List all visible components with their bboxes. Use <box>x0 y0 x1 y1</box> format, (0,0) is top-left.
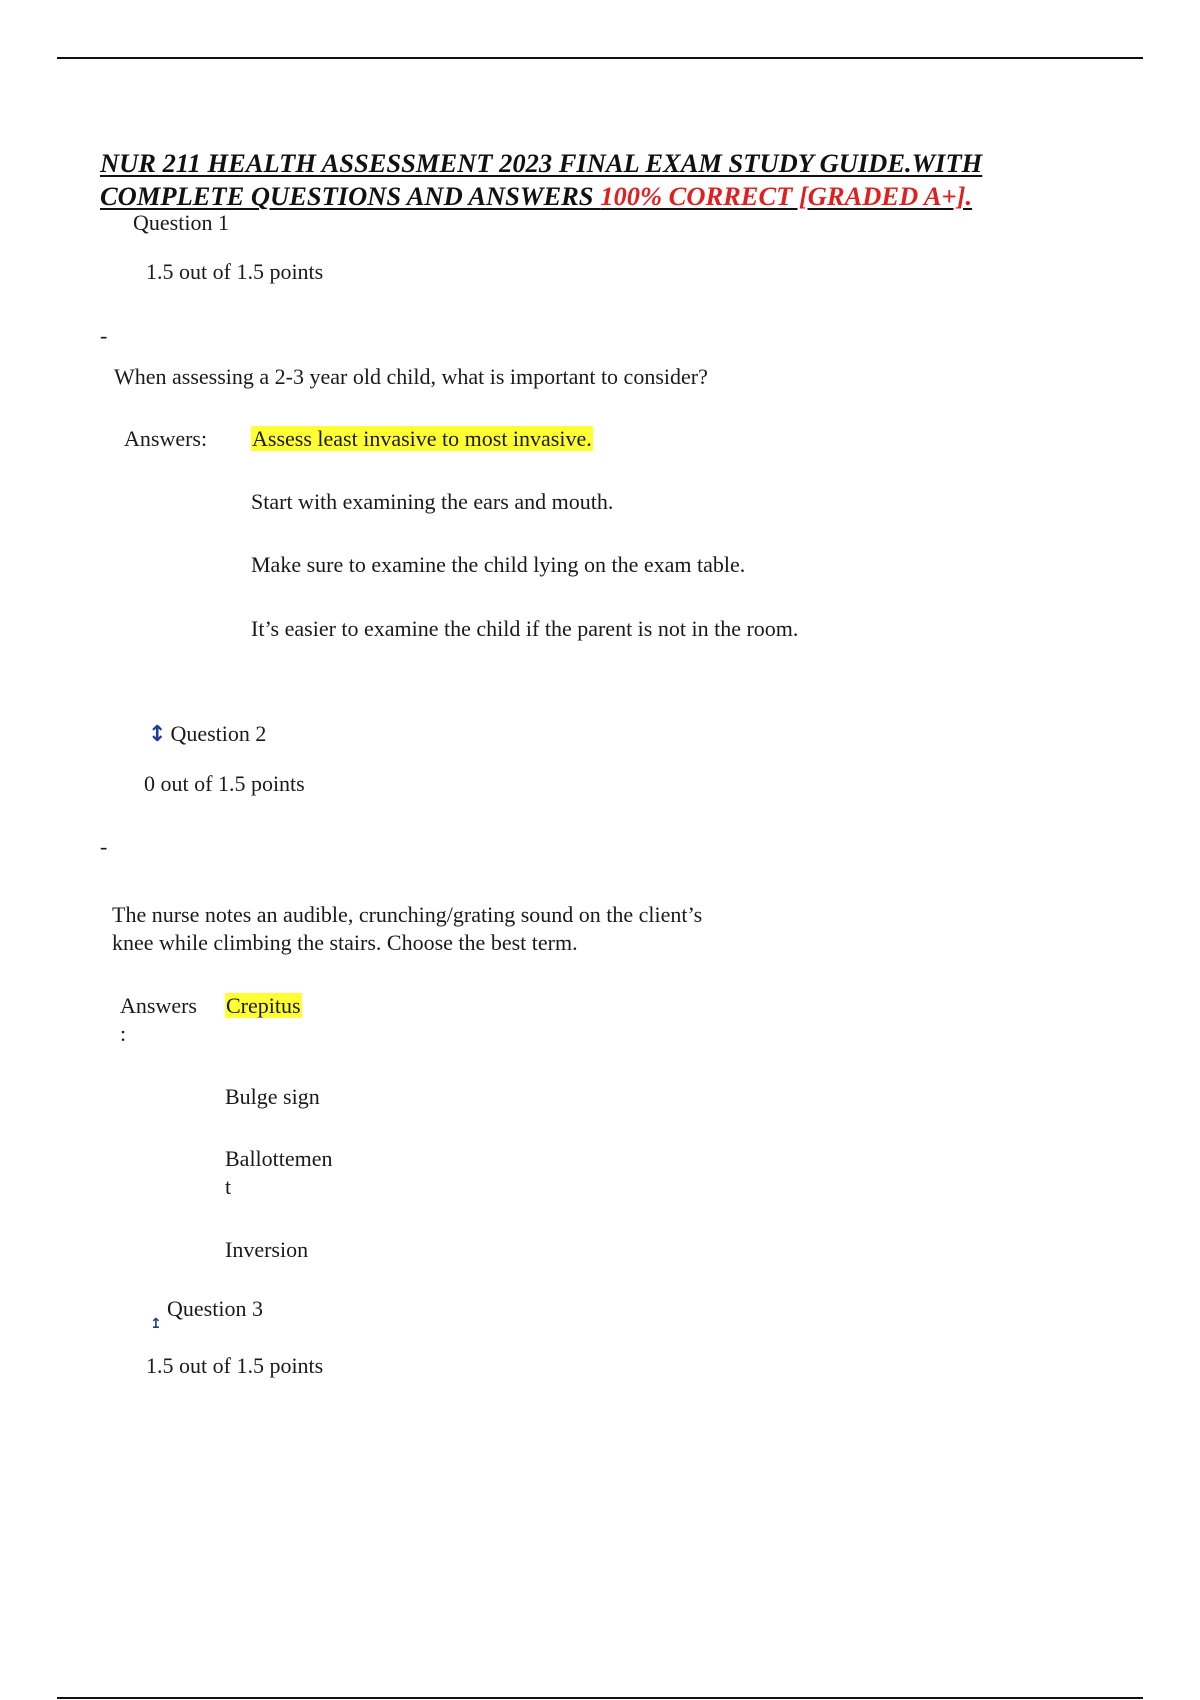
question-1-dash: - <box>100 323 108 348</box>
question-1-answer-option: It’s easier to examine the child if the parent is not in the room. <box>251 616 799 641</box>
question-1-label: Question 1 <box>133 210 229 235</box>
question-3-icon-wrap <box>150 1316 162 1333</box>
question-3-label: Question 3 <box>167 1296 263 1321</box>
up-arrow-icon[interactable]: ↥ <box>150 1316 162 1332</box>
document-title <box>100 147 1060 213</box>
title-line-2-black: COMPLETE QUESTIONS AND ANSWERS <box>100 181 601 211</box>
title-line-1: NUR 211 HEALTH ASSESSMENT 2023 FINAL EXAM STUDY GUIDE.WITH <box>100 148 983 178</box>
question-3-score: 1.5 out of 1.5 points <box>146 1353 324 1378</box>
question-2-prompt-line-2: knee while climbing the stairs. Choose the best term. <box>112 930 578 955</box>
question-1-answers-label: Answers: <box>124 426 208 451</box>
question-1-score: 1.5 out of 1.5 points <box>146 259 324 284</box>
question-1-answer-correct <box>251 426 593 452</box>
question-2-answer-option: Inversion <box>225 1237 309 1262</box>
question-2-label: Question 2 <box>170 721 267 746</box>
question-2-score: 0 out of 1.5 points <box>144 771 305 796</box>
highlighted-answer: Assess least invasive to most invasive. <box>252 426 592 451</box>
question-1-prompt: When assessing a 2-3 year old child, what is important to consider? <box>114 364 708 389</box>
question-1-answer-option: Start with examining the ears and mouth. <box>251 489 614 514</box>
top-rule <box>57 57 1143 59</box>
question-2-answer-option: Ballottemen <box>225 1146 333 1171</box>
question-2-answer-option: Bulge sign <box>225 1084 320 1109</box>
highlighted-answer: Crepitus <box>226 993 301 1018</box>
question-2-dash: - <box>100 834 108 859</box>
question-1-answer-option: Make sure to examine the child lying on the exam table. <box>251 552 746 577</box>
title-grade-accent: 100% CORRECT [GRADED A+]. <box>600 181 973 211</box>
question-2-answers-label: Answers <box>120 993 197 1018</box>
question-2-answers-colon: : <box>120 1021 127 1046</box>
question-2-answer-correct <box>225 993 302 1019</box>
bottom-rule <box>57 1697 1143 1699</box>
question-2-prompt-line-1: The nurse notes an audible, crunching/grating sound on the client’s <box>112 902 703 927</box>
question-2-answer-option-wrap: t <box>225 1174 232 1199</box>
question-2-header <box>148 721 266 748</box>
up-down-arrow-icon[interactable]: ↕ <box>148 722 167 747</box>
title-line-2 <box>100 180 972 213</box>
